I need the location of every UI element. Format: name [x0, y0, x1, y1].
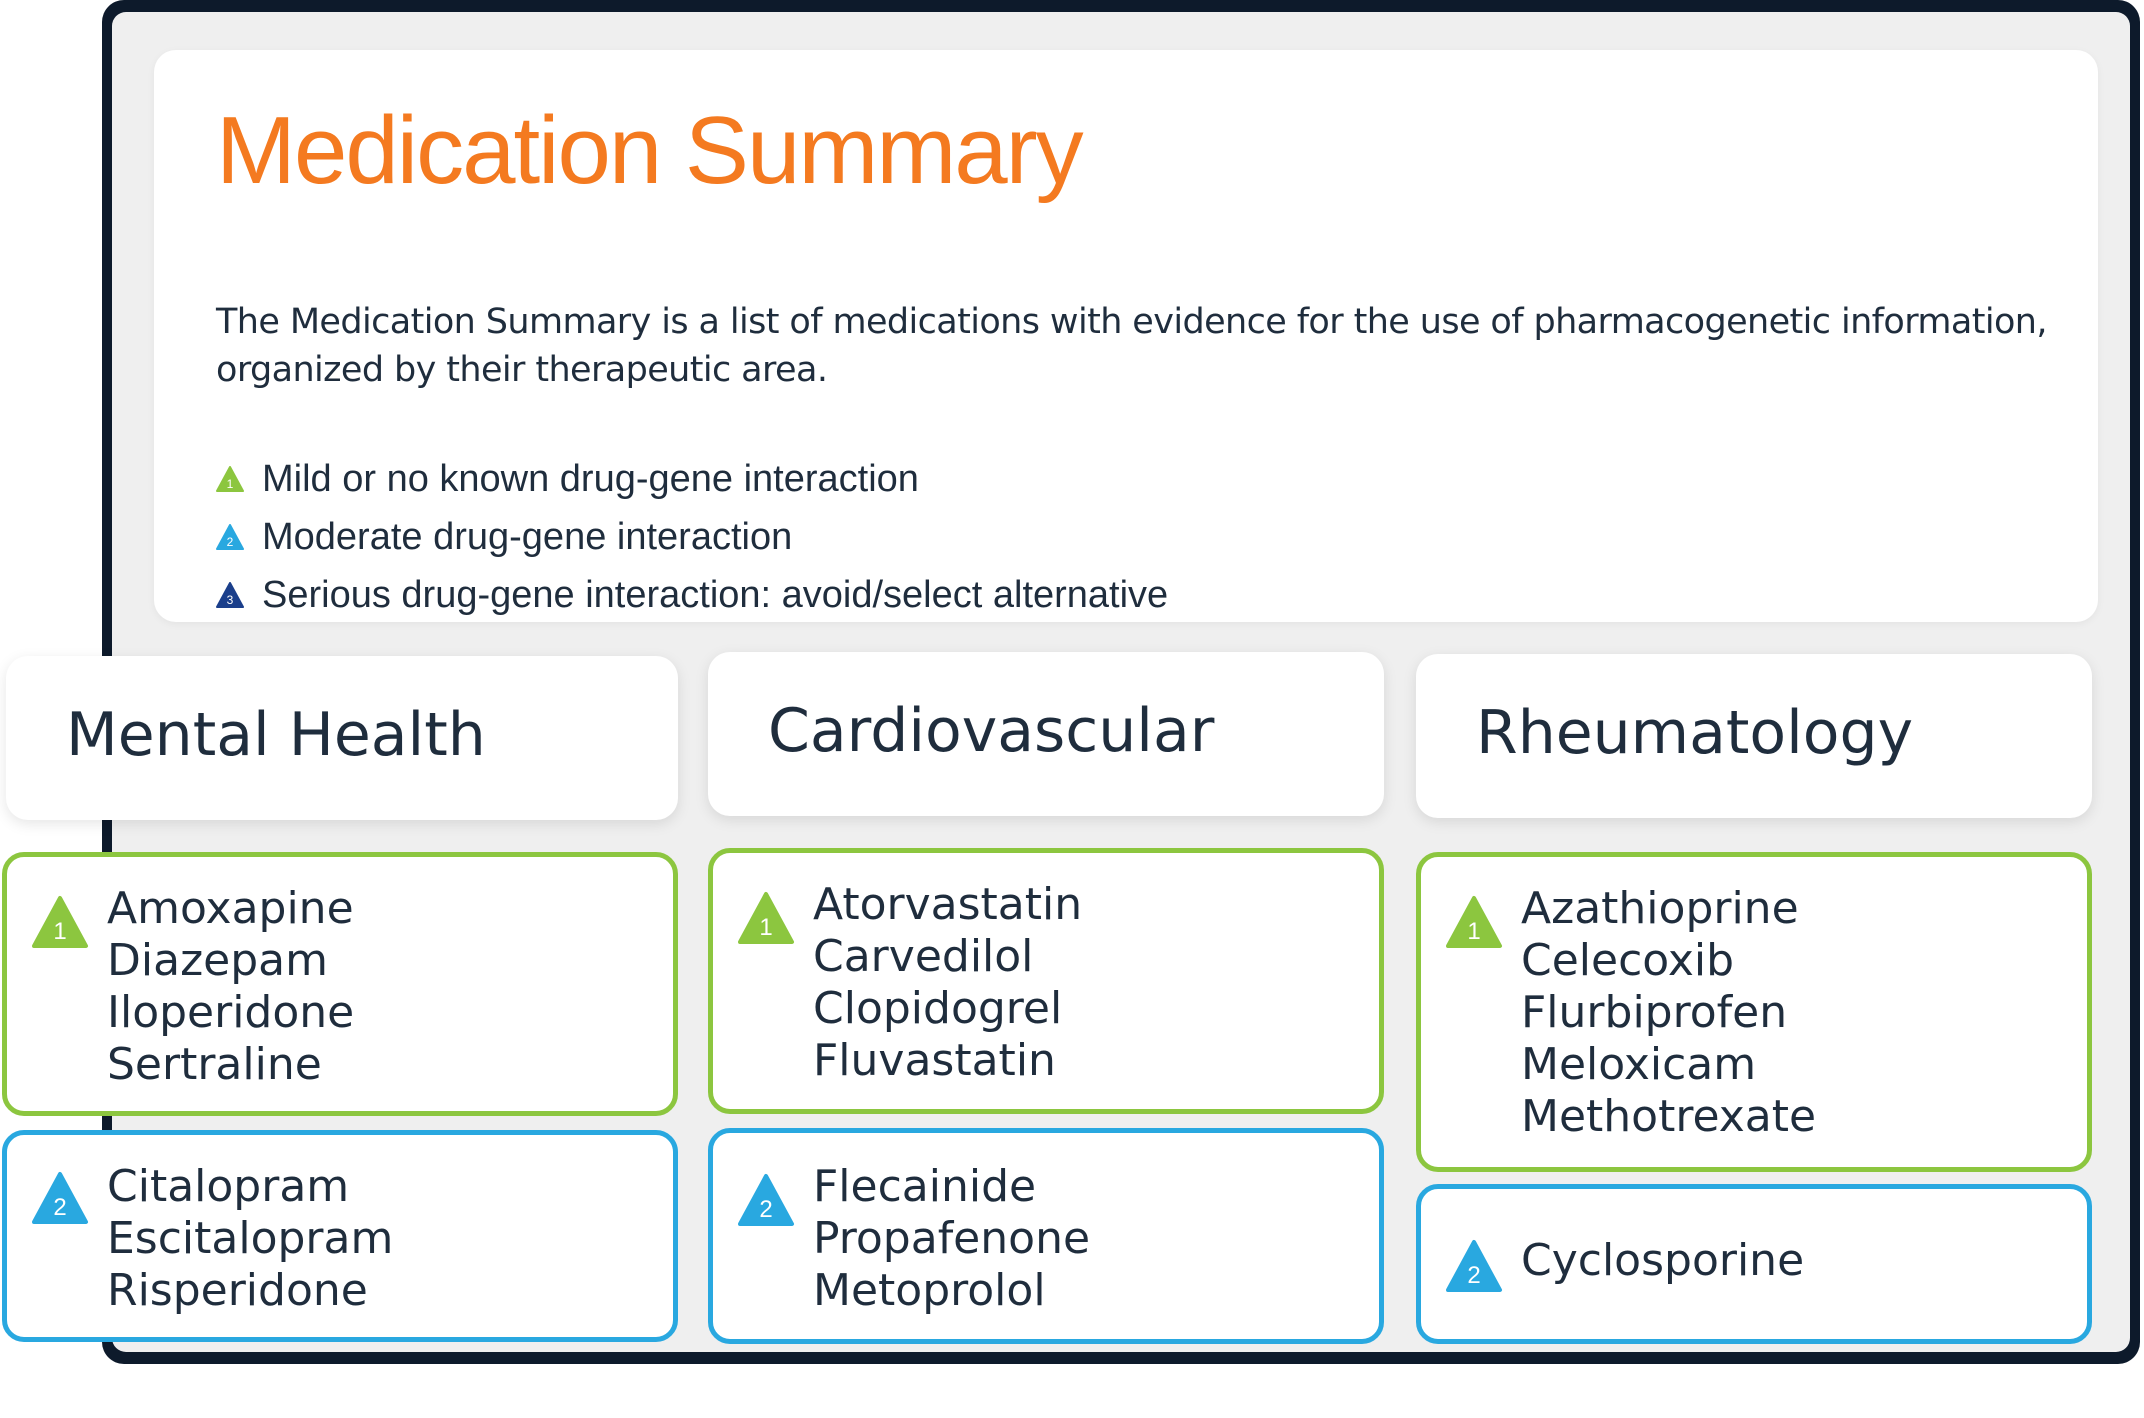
- level-1-triangle-icon: [31, 895, 89, 949]
- legend-item-mild: [216, 450, 1168, 508]
- interaction-legend: [216, 450, 1168, 624]
- cardiovascular-level-2-group: [708, 1128, 1384, 1344]
- legend-level-number: 1: [226, 477, 234, 491]
- drug-item: Cyclosporine: [1521, 1235, 1805, 1286]
- drug-list: [813, 1161, 1090, 1317]
- drug-item: Metoprolol: [813, 1265, 1046, 1316]
- cardiovascular-level-1-group: [708, 848, 1384, 1114]
- drug-item: Fluvastatin: [813, 1035, 1056, 1086]
- category-title: Mental Health: [66, 700, 486, 770]
- drug-item: Atorvastatin: [813, 879, 1083, 930]
- level-1-triangle-icon: [737, 891, 795, 945]
- drug-list: [1521, 1235, 1804, 1287]
- level-1-triangle-icon: [1445, 895, 1503, 949]
- drug-item: Flecainide: [813, 1161, 1037, 1212]
- level-2-triangle-icon: [737, 1173, 795, 1227]
- legend-item-moderate: [216, 508, 1168, 566]
- group-level-number: 1: [759, 914, 773, 941]
- group-level-number: 2: [53, 1194, 67, 1221]
- drug-item: Carvedilol: [813, 931, 1034, 982]
- level-1-triangle-icon: [216, 466, 244, 492]
- drug-item: Celecoxib: [1521, 935, 1735, 986]
- drug-list: [107, 883, 354, 1091]
- drug-list: [1521, 883, 1816, 1143]
- page-title: Medication Summary: [216, 97, 1082, 204]
- group-level-number: 1: [53, 918, 67, 945]
- legend-item-serious: [216, 566, 1168, 624]
- drug-item: Iloperidone: [107, 987, 355, 1038]
- level-2-triangle-icon: [216, 524, 244, 550]
- legend-label: Serious drug-gene interaction: avoid/select alternative: [262, 573, 1169, 616]
- category-header-rheumatology: [1416, 654, 2092, 818]
- drug-list: [813, 879, 1082, 1087]
- medication-summary-card: [154, 50, 2098, 622]
- drug-list: [107, 1161, 393, 1317]
- drug-item: Azathioprine: [1521, 883, 1799, 934]
- drug-item: Meloxicam: [1521, 1039, 1757, 1090]
- rheumatology-level-1-group: [1416, 852, 2092, 1172]
- drug-item: Flurbiprofen: [1521, 987, 1788, 1038]
- level-3-triangle-icon: [216, 582, 244, 608]
- drug-item: Amoxapine: [107, 883, 354, 934]
- legend-label: Mild or no known drug-gene interaction: [262, 457, 919, 500]
- drug-item: Propafenone: [813, 1213, 1091, 1264]
- drug-item: Escitalopram: [107, 1213, 394, 1264]
- summary-description: The Medication Summary is a list of medications with evidence for the use of pharmacogenetic information, organized by their therapeutic area.: [216, 302, 2047, 390]
- group-level-number: 2: [1467, 1262, 1481, 1289]
- level-2-triangle-icon: [1445, 1239, 1503, 1293]
- drug-item: Methotrexate: [1521, 1091, 1817, 1142]
- level-2-triangle-icon: [31, 1171, 89, 1225]
- mental-health-level-1-group: [2, 852, 678, 1116]
- drug-item: Clopidogrel: [813, 983, 1063, 1034]
- category-title: Cardiovascular: [768, 696, 1215, 766]
- category-header-mental-health: [6, 656, 678, 820]
- group-level-number: 2: [759, 1196, 773, 1223]
- legend-level-number: 2: [226, 535, 234, 549]
- drug-item: Diazepam: [107, 935, 328, 986]
- group-level-number: 1: [1467, 918, 1481, 945]
- rheumatology-level-2-group: [1416, 1184, 2092, 1344]
- category-header-cardiovascular: [708, 652, 1384, 816]
- legend-level-number: 3: [226, 593, 234, 607]
- drug-item: Sertraline: [107, 1039, 322, 1090]
- drug-item: Citalopram: [107, 1161, 350, 1212]
- mental-health-level-2-group: [2, 1130, 678, 1342]
- category-title: Rheumatology: [1476, 698, 1914, 768]
- drug-item: Risperidone: [107, 1265, 368, 1316]
- legend-label: Moderate drug-gene interaction: [262, 515, 793, 558]
